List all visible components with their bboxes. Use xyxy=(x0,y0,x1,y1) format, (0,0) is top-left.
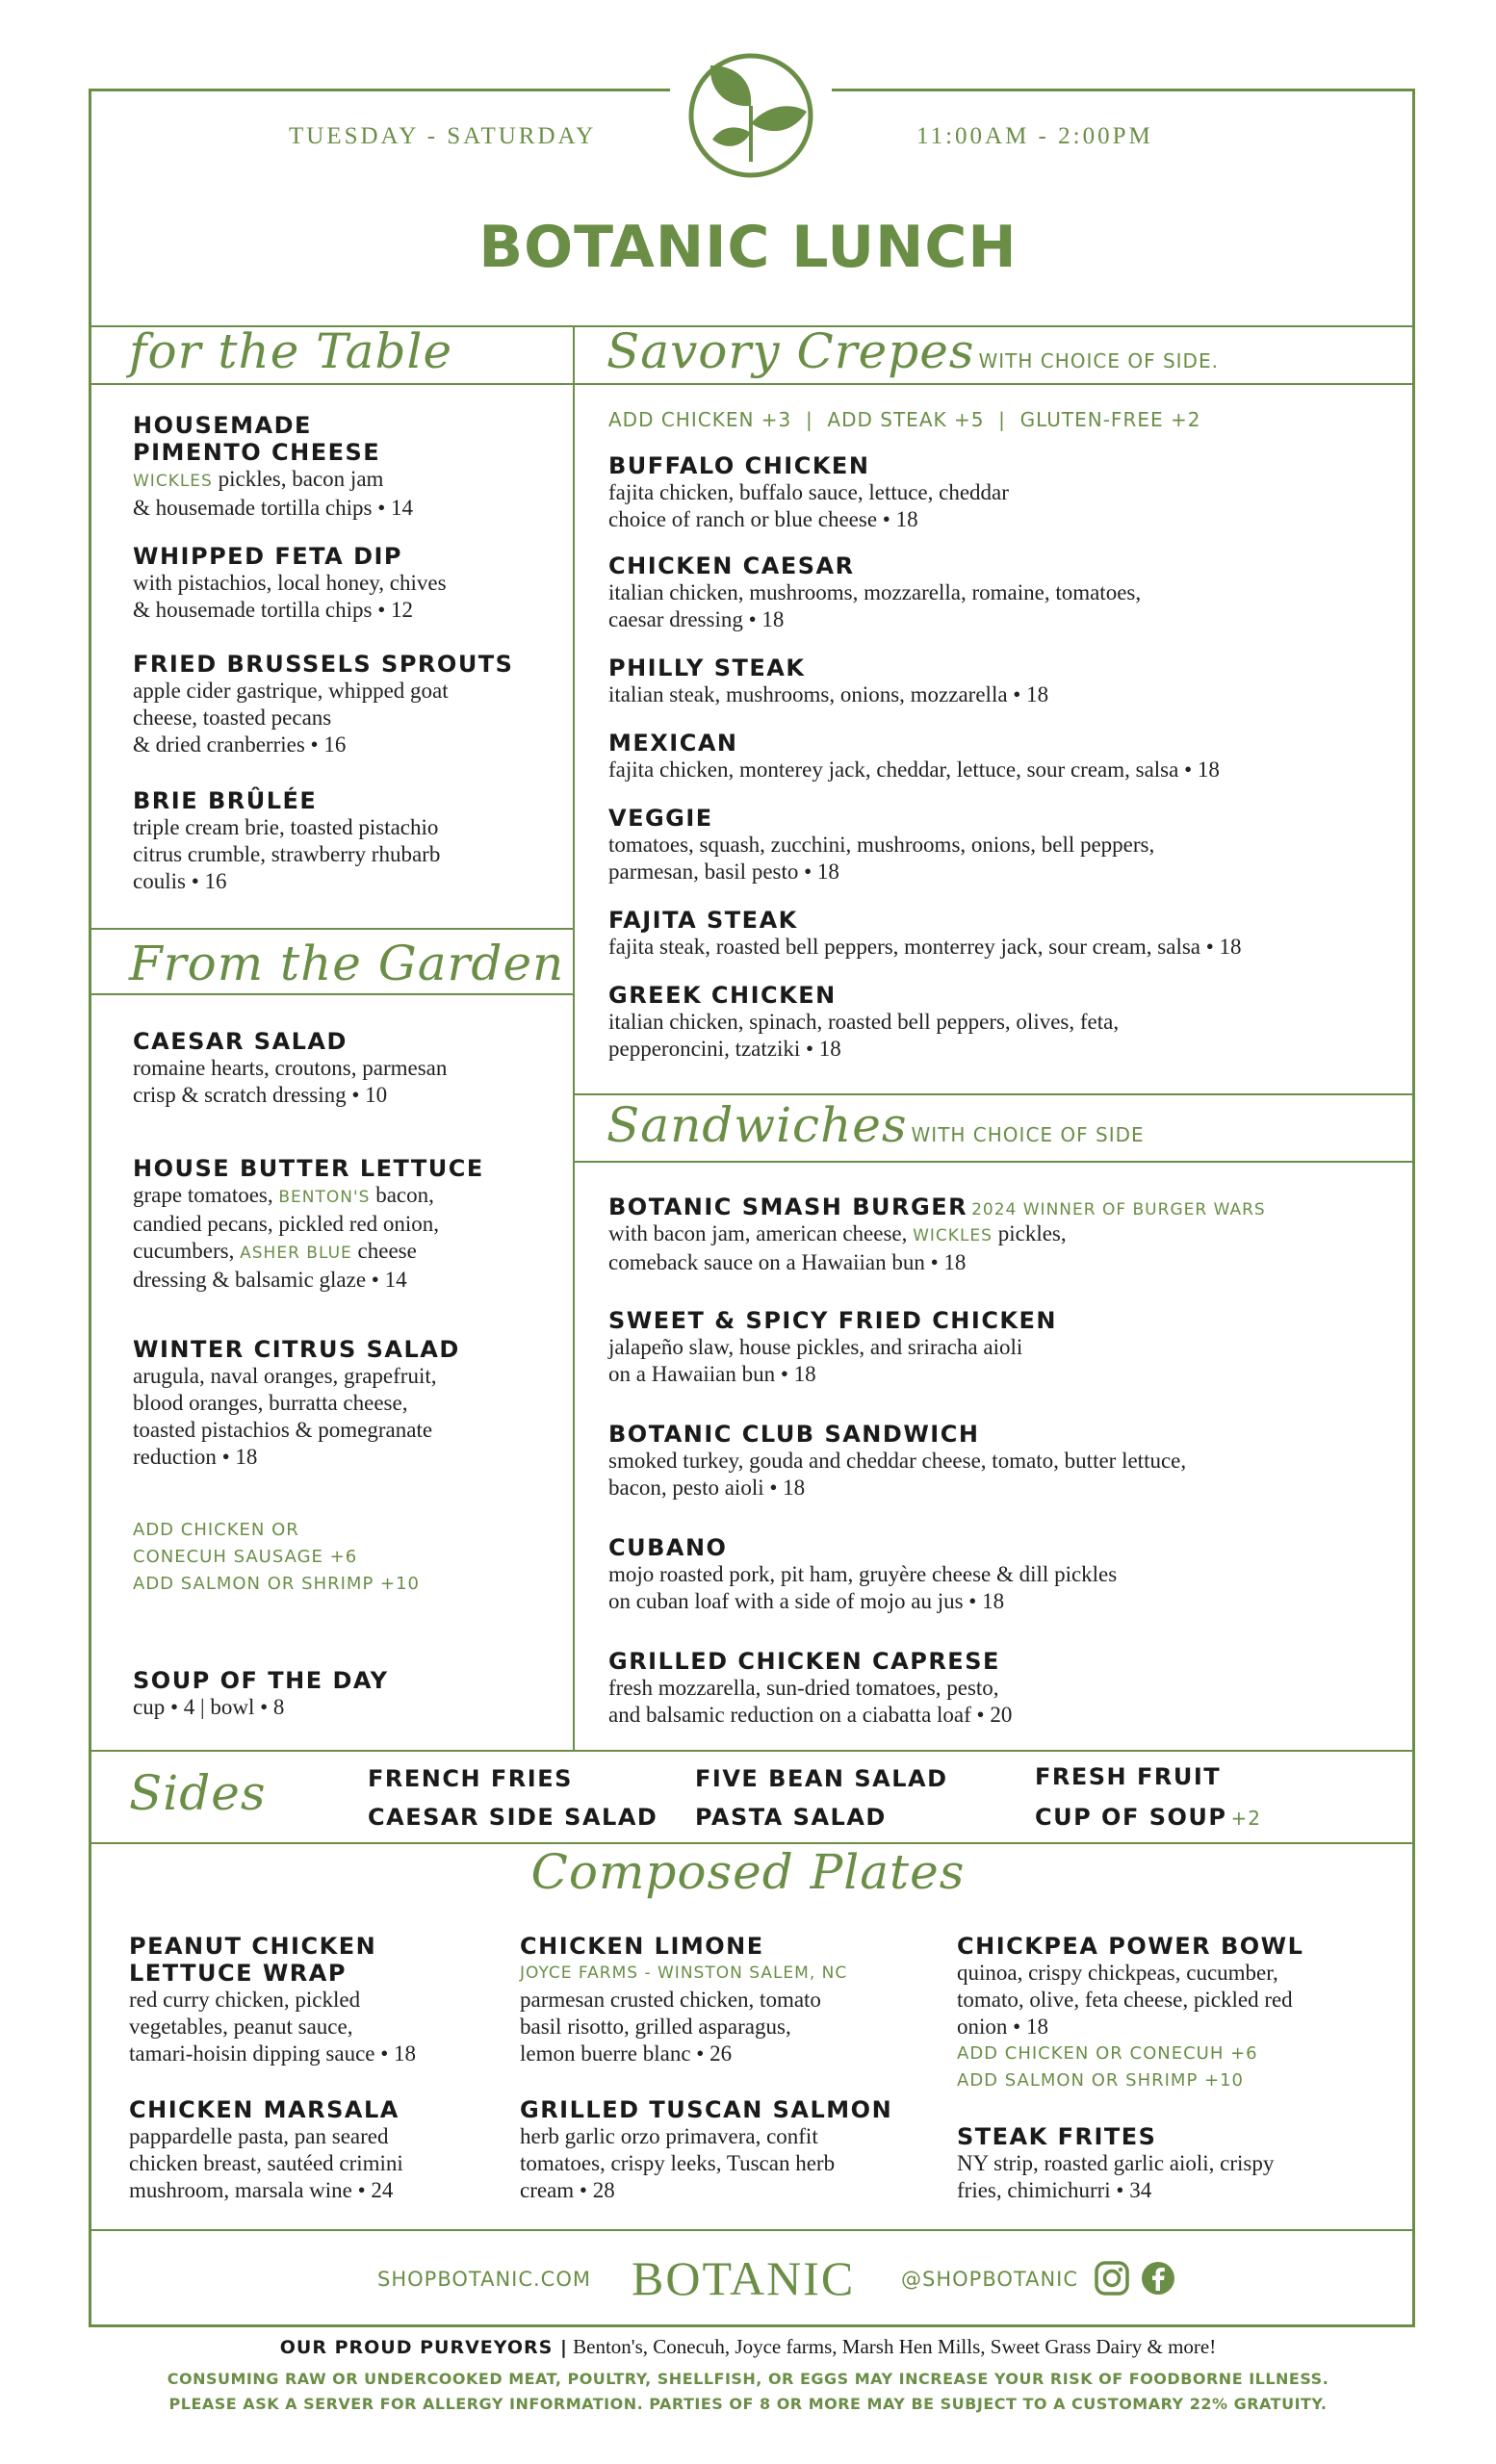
section-heading-crepes: Savory Crepes WITH CHOICE OF SIDE. xyxy=(606,323,1219,379)
social-handle[interactable]: @SHOPBOTANIC xyxy=(901,2268,1079,2291)
days-label: TUESDAY - SATURDAY xyxy=(289,123,597,149)
leaf-logo xyxy=(670,48,832,183)
menu-item: STEAK FRITES NY strip, roasted garlic aioli, crispy fries, chimichurri • 34 xyxy=(957,2123,1275,2202)
hours-label: 11:00AM - 2:00PM xyxy=(916,123,1153,149)
divider xyxy=(89,2229,1415,2231)
facebook-icon[interactable] xyxy=(1140,2260,1176,2301)
menu-item: GRILLED TUSCAN SALMON herb garlic orzo primavera, confit tomatoes, crispy leeks, Tuscan herb cream • 28 xyxy=(520,2096,893,2202)
side-item: FRESH FRUIT xyxy=(1035,1763,1222,1790)
crepe-addons: ADD CHICKEN +3 | ADD STEAK +5 | GLUTEN-FREE +2 xyxy=(608,408,1201,431)
menu-item: GRILLED CHICKEN CAPRESE fresh mozzarella, sun-dried tomatoes, pesto, and balsamic reduction on a ciabatta loaf • 20 xyxy=(608,1648,1013,1727)
purveyors-line: OUR PROUD PURVEYORS | Benton's, Conecuh, Joyce farms, Marsh Hen Mills, Sweet Grass Dairy & more! xyxy=(279,2335,1217,2358)
menu-item: SOUP OF THE DAY cup • 4 | bowl • 8 xyxy=(133,1667,389,1719)
divider xyxy=(89,1750,1415,1752)
brand-tag: WICKLES xyxy=(133,472,213,491)
side-item: CUP OF SOUP +2 xyxy=(1035,1804,1261,1831)
menu-item: WHIPPED FETA DIP with pistachios, local honey, chives & housemade tortilla chips • 12 xyxy=(133,543,447,622)
section-heading-sandwiches: Sandwiches WITH CHOICE OF SIDE xyxy=(606,1097,1145,1153)
side-item: PASTA SALAD xyxy=(695,1804,887,1831)
add-on-list: ADD CHICKEN OR CONECUH SAUSAGE +6 ADD SALMON OR SHRIMP +10 xyxy=(133,1520,421,1594)
website-link[interactable]: SHOPBOTANIC.COM xyxy=(377,2268,591,2291)
menu-item: VEGGIE tomatoes, squash, zucchini, mushrooms, onions, bell peppers, parmesan, basil pesto • 18 xyxy=(608,805,1155,884)
divider xyxy=(89,383,1415,385)
warning-text: PLEASE ASK A SERVER FOR ALLERGY INFORMATION. PARTIES OF 8 OR MORE MAY BE SUBJECT TO A CUSTOMARY 22% GRATUITY. xyxy=(168,2395,1328,2413)
menu-item: BUFFALO CHICKEN fajita chicken, buffalo sauce, lettuce, cheddar choice of ranch or blue cheese • 18 xyxy=(608,452,1009,531)
side-item: FIVE BEAN SALAD xyxy=(695,1765,948,1792)
menu-item: PEANUT CHICKEN LETTUCE WRAP red curry chicken, pickled vegetables, peanut sauce, tamari-hoisin dipping sauce • 18 xyxy=(129,1933,417,2066)
brand-tag: ASHER BLUE xyxy=(240,1244,352,1263)
menu-item: SWEET & SPICY FRIED CHICKEN jalapeño slaw, house pickles, and sriracha aioli on a Hawaiian bun • 18 xyxy=(608,1307,1058,1386)
brand-logo-text: BOTANIC xyxy=(632,2251,856,2305)
menu-item: BRIE BRÛLÉE triple cream brie, toasted pistachio citrus crumble, strawberry rhubarb coulis • 16 xyxy=(133,787,441,893)
warning-text: CONSUMING RAW OR UNDERCOOKED MEAT, POULTRY, SHELLFISH, OR EGGS MAY INCREASE YOUR RISK OF FOODBORNE ILLNESS. xyxy=(167,2370,1329,2388)
section-heading-sides: Sides xyxy=(129,1765,267,1821)
divider xyxy=(89,928,574,930)
menu-item: GREEK CHICKEN italian chicken, spinach, roasted bell peppers, olives, feta, pepperoncini, tzatziki • 18 xyxy=(608,982,1120,1061)
menu-item: CHICKPEA POWER BOWL quinoa, crispy chickpeas, cucumber, tomato, olive, feta cheese, pickled red onion • 18 ADD CHICKEN OR CONECUH +6 ADD SALMON OR SHRIMP +10 xyxy=(957,1933,1304,2091)
divider xyxy=(574,1093,1415,1095)
divider xyxy=(89,993,574,995)
side-item: CAESAR SIDE SALAD xyxy=(368,1804,658,1831)
brand-tag: BENTON'S xyxy=(278,1188,371,1207)
menu-item: BOTANIC SMASH BURGER 2024 WINNER OF BURGER WARS with bacon jam, american cheese, WICKLES pickles, comeback sauce on a Hawaiian bun • 18 xyxy=(608,1194,1266,1274)
divider xyxy=(574,1161,1415,1163)
menu-item: CAESAR SALAD romaine hearts, croutons, parmesan crisp & scratch dressing • 10 xyxy=(133,1028,448,1107)
side-item: FRENCH FRIES xyxy=(368,1765,573,1792)
section-heading-garden: From the Garden xyxy=(129,936,565,991)
brand-tag: WICKLES xyxy=(913,1226,993,1245)
instagram-icon[interactable] xyxy=(1094,2260,1130,2301)
menu-item: MEXICAN fajita chicken, monterey jack, cheddar, lettuce, sour cream, salsa • 18 xyxy=(608,730,1220,782)
section-heading-for-the-table: for the Table xyxy=(129,323,453,379)
page-title: BOTANIC LUNCH xyxy=(478,214,1018,281)
menu-item: WINTER CITRUS SALAD arugula, naval oranges, grapefruit, blood oranges, burratta cheese, toasted pistachios & pomegranate reduction • 18 xyxy=(133,1336,460,1469)
menu-item: FAJITA STEAK fajita steak, roasted bell peppers, monterrey jack, sour cream, salsa • 18 xyxy=(608,907,1242,959)
menu-item: CUBANO mojo roasted pork, pit ham, gruyère cheese & dill pickles on cuban loaf with a side of mojo au jus • 18 xyxy=(608,1534,1118,1613)
section-heading-composed: Composed Plates xyxy=(530,1844,966,1900)
menu-item: CHICKEN CAESAR italian chicken, mushrooms, mozzarella, romaine, tomatoes, caesar dressing • 18 xyxy=(608,552,1142,631)
menu-item: HOUSEMADE PIMENTO CHEESE WICKLES pickles, bacon jam & housemade tortilla chips • 14 xyxy=(133,412,414,520)
award-tag: 2024 WINNER OF BURGER WARS xyxy=(971,1200,1266,1219)
menu-item: PHILLY STEAK italian steak, mushrooms, onions, mozzarella • 18 xyxy=(608,654,1049,706)
menu-item: CHICKEN LIMONE JOYCE FARMS - WINSTON SALEM, NC parmesan crusted chicken, tomato basil risotto, grilled asparagus, lemon buerre blanc • 26 xyxy=(520,1933,848,2066)
menu-item: BOTANIC CLUB SANDWICH smoked turkey, gouda and cheddar cheese, tomato, butter lettuce, bacon, pesto aioli • 18 xyxy=(608,1421,1187,1500)
farm-tag: JOYCE FARMS - WINSTON SALEM, NC xyxy=(520,1964,848,1983)
menu-item: CHICKEN MARSALA pappardelle pasta, pan seared chicken breast, sautéed crimini mushroom, marsala wine • 24 xyxy=(129,2096,403,2202)
divider xyxy=(573,325,575,1750)
menu-item: HOUSE BUTTER LETTUCE grape tomatoes, BENTON'S bacon, candied pecans, pickled red onion, cucumbers, ASHER BLUE cheese dressing & balsamic glaze • 14 xyxy=(133,1155,484,1292)
menu-item: FRIED BRUSSELS SPROUTS apple cider gastrique, whipped goat cheese, toasted pecans & dried cranberries • 16 xyxy=(133,651,514,757)
